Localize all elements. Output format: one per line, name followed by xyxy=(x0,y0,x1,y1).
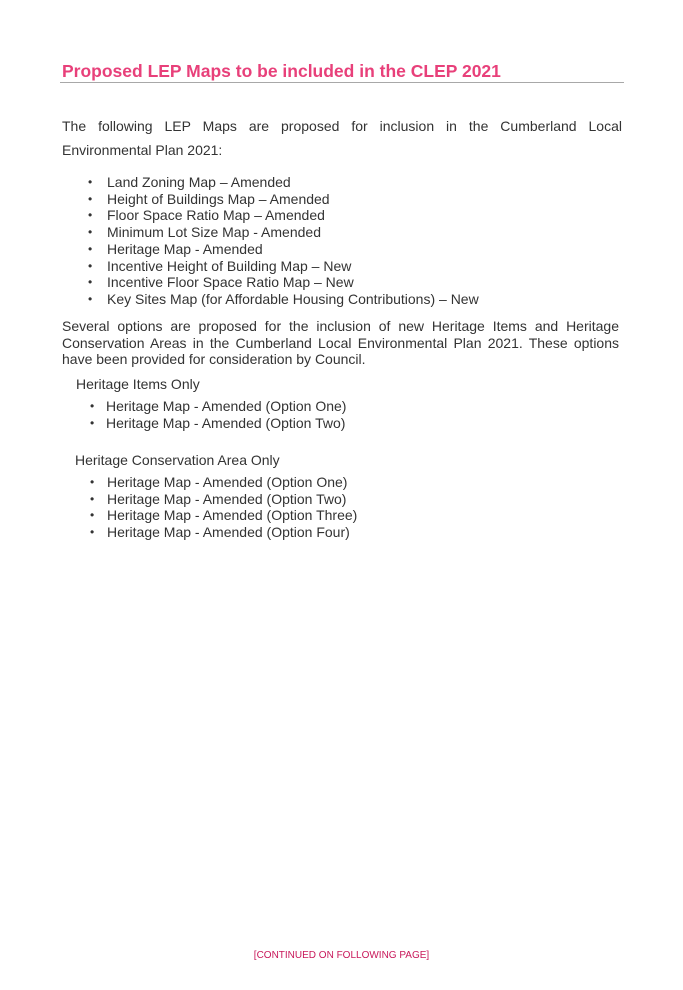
list-item-text: Key Sites Map (for Affordable Housing Contributions) – New xyxy=(107,290,479,307)
list-item xyxy=(90,507,357,524)
bullet-icon: • xyxy=(88,191,93,206)
bullet-icon: • xyxy=(90,508,95,523)
list-item-text: Floor Space Ratio Map – Amended xyxy=(107,207,325,224)
list-item xyxy=(88,207,479,224)
proposed-maps-list xyxy=(88,174,479,308)
options-paragraph: Several options are proposed for the inclusion of new Heritage Items and Heritage Conservation Areas in the Cumberland Local Environmental Plan 2021. These options have been provided for consideration by Council. xyxy=(62,318,619,368)
bullet-icon: • xyxy=(88,291,93,306)
bullet-icon: • xyxy=(88,175,93,189)
list-item-text: Heritage Map - Amended (Option Four) xyxy=(107,524,350,541)
list-item xyxy=(88,241,479,258)
list-item xyxy=(90,474,357,491)
list-item xyxy=(90,398,346,415)
list-item-text: Minimum Lot Size Map - Amended xyxy=(107,224,321,241)
list-item-text: Heritage Map - Amended (Option Three) xyxy=(107,507,358,524)
list-item-text: Incentive Floor Space Ratio Map – New xyxy=(107,274,354,291)
intro-paragraph: The following LEP Maps are proposed for inclusion in the Cumberland Local Environmental Plan 2021: xyxy=(62,118,622,158)
bullet-icon: • xyxy=(90,491,95,506)
bullet-icon: • xyxy=(90,399,95,413)
bullet-icon: • xyxy=(88,275,93,290)
list-item xyxy=(90,491,357,508)
bullet-icon: • xyxy=(88,241,93,256)
list-item-text: Heritage Map - Amended (Option One) xyxy=(107,474,348,490)
list-item xyxy=(88,191,479,208)
list-item-text: Land Zoning Map – Amended xyxy=(107,174,291,190)
bullet-icon: • xyxy=(88,208,93,223)
bullet-icon: • xyxy=(90,415,95,430)
list-item xyxy=(88,291,479,308)
list-item-text: Heritage Map - Amended (Option Two) xyxy=(106,414,346,431)
bullet-icon: • xyxy=(88,258,93,273)
list-item xyxy=(90,524,357,541)
heritage-conservation-area-list xyxy=(90,474,357,541)
heritage-conservation-area-heading: Heritage Conservation Area Only xyxy=(75,452,280,468)
list-item xyxy=(88,274,479,291)
list-item xyxy=(88,174,479,191)
continued-note: [CONTINUED ON FOLLOWING PAGE] xyxy=(253,950,430,961)
bullet-icon: • xyxy=(90,475,95,489)
heritage-items-list xyxy=(90,398,346,431)
list-item xyxy=(88,224,479,241)
bullet-icon: • xyxy=(88,225,93,240)
list-item-text: Heritage Map - Amended (Option One) xyxy=(106,398,347,414)
list-item-text: Height of Buildings Map – Amended xyxy=(107,190,330,207)
bullet-icon: • xyxy=(90,525,95,540)
list-item xyxy=(88,258,479,275)
heritage-items-heading: Heritage Items Only xyxy=(76,376,200,392)
page-title: Proposed LEP Maps to be included in the CLEP 2021 xyxy=(62,61,501,81)
list-item xyxy=(90,415,346,432)
list-item-text: Incentive Height of Building Map – New xyxy=(107,257,352,274)
list-item-text: Heritage Map - Amended (Option Two) xyxy=(107,490,347,507)
title-divider xyxy=(60,82,624,83)
list-item-text: Heritage Map - Amended xyxy=(107,240,263,257)
